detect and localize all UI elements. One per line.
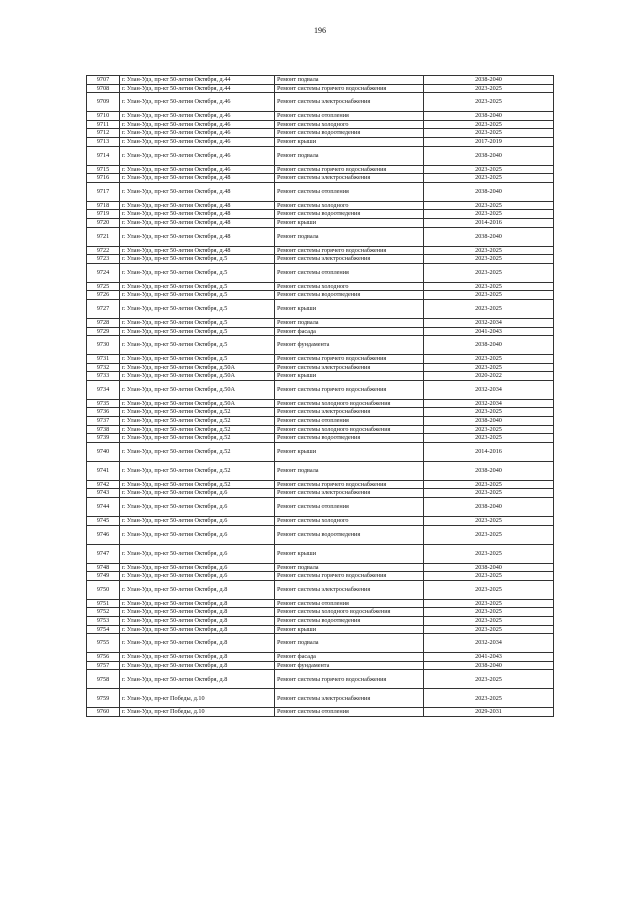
table-row (87, 417, 554, 426)
row-period: 2023-2025 (424, 544, 554, 563)
table-row (87, 201, 554, 210)
row-address: г. Улан-Удэ, пр-кт 50-летия Октября, д.48 (120, 218, 275, 227)
row-work-type: Ремонт системы горячего водоснабжения (275, 670, 424, 689)
row-work-type: Ремонт крыши (275, 137, 424, 146)
row-address: г. Улан-Удэ, пр-кт 50-летия Октября, д.8 (120, 670, 275, 689)
row-work-type: Ремонт системы холодного (275, 517, 424, 526)
row-period: 2023-2025 (424, 263, 554, 282)
row-work-type: Ремонт подвала (275, 146, 424, 165)
row-address: г. Улан-Удэ, пр-кт 50-летия Октября, д.8 (120, 580, 275, 599)
row-number: 9743 (87, 489, 120, 498)
row-period: 2023-2025 (424, 608, 554, 617)
row-number: 9707 (87, 76, 120, 85)
row-period: 2032-2034 (424, 634, 554, 653)
row-number: 9733 (87, 372, 120, 381)
row-period: 2038-2040 (424, 661, 554, 670)
row-address: г. Улан-Удэ, пр-кт 50-летия Октября, д.52 (120, 442, 275, 461)
row-period: 2041-2043 (424, 653, 554, 662)
row-work-type: Ремонт подвала (275, 76, 424, 85)
table-row (87, 399, 554, 408)
row-period: 2023-2025 (424, 165, 554, 174)
row-work-type: Ремонт системы отопления (275, 263, 424, 282)
row-work-type: Ремонт системы горячего водоснабжения (275, 165, 424, 174)
row-period: 2023-2025 (424, 689, 554, 708)
row-work-type: Ремонт системы горячего водоснабжения (275, 246, 424, 255)
row-address: г. Улан-Удэ, пр-кт 50-летия Октября, д.6 (120, 517, 275, 526)
row-work-type: Ремонт подвала (275, 227, 424, 246)
row-number: 9709 (87, 93, 120, 112)
row-work-type: Ремонт крыши (275, 299, 424, 318)
row-address: г. Улан-Удэ, пр-кт 50-летия Октября, д.6 (120, 489, 275, 498)
row-period: 2023-2025 (424, 599, 554, 608)
row-work-type: Ремонт системы электроснабжения (275, 174, 424, 183)
table-row (87, 372, 554, 381)
row-address: г. Улан-Удэ, пр-кт 50-летия Октября, д.8 (120, 661, 275, 670)
row-work-type: Ремонт системы электроснабжения (275, 408, 424, 417)
row-address: г. Улан-Удэ, пр-кт 50-летия Октября, д.5 (120, 299, 275, 318)
row-number: 9730 (87, 336, 120, 355)
row-work-type: Ремонт системы водоотведения (275, 525, 424, 544)
row-address: г. Улан-Удэ, пр-кт 50-летия Октября, д.48 (120, 174, 275, 183)
row-period: 2041-2043 (424, 327, 554, 336)
row-address: г. Улан-Удэ, пр-кт 50-летия Октября, д.6 (120, 544, 275, 563)
row-period: 2023-2025 (424, 625, 554, 634)
row-period: 2038-2040 (424, 336, 554, 355)
row-address: г. Улан-Удэ, пр-кт 50-летия Октября, д.5 (120, 263, 275, 282)
table-row (87, 112, 554, 121)
table-row (87, 182, 554, 201)
row-number: 9735 (87, 399, 120, 408)
row-period: 2038-2040 (424, 182, 554, 201)
row-address: г. Улан-Удэ, пр-кт 50-летия Октября, д.52 (120, 417, 275, 426)
row-address: г. Улан-Удэ, пр-кт 50-летия Октября, д.46 (120, 137, 275, 146)
row-address: г. Улан-Удэ, пр-кт 50-летия Октября, д.44 (120, 84, 275, 93)
row-address: г. Улан-Удэ, пр-кт 50-летия Октября, д.46 (120, 165, 275, 174)
row-number: 9747 (87, 544, 120, 563)
row-address: г. Улан-Удэ, пр-кт 50-летия Октября, д.48 (120, 246, 275, 255)
row-number: 9755 (87, 634, 120, 653)
row-period: 2023-2025 (424, 93, 554, 112)
row-address: г. Улан-Удэ, пр-кт 50-летия Октября, д.52 (120, 408, 275, 417)
row-period: 2038-2040 (424, 563, 554, 572)
row-work-type: Ремонт системы холодного водоснабжения (275, 425, 424, 434)
row-period: 2023-2025 (424, 282, 554, 291)
row-period: 2023-2025 (424, 617, 554, 626)
row-period: 2023-2025 (424, 480, 554, 489)
table-row (87, 434, 554, 443)
row-work-type: Ремонт фундамента (275, 661, 424, 670)
table-row (87, 282, 554, 291)
table-row (87, 408, 554, 417)
row-work-type: Ремонт системы водоотведения (275, 129, 424, 138)
row-work-type: Ремонт крыши (275, 372, 424, 381)
row-period: 2023-2025 (424, 299, 554, 318)
row-work-type: Ремонт системы горячего водоснабжения (275, 355, 424, 364)
row-address: г. Улан-Удэ, пр-кт 50-летия Октября, д.46 (120, 93, 275, 112)
row-number: 9756 (87, 653, 120, 662)
row-period: 2023-2025 (424, 355, 554, 364)
table-row (87, 146, 554, 165)
row-number: 9732 (87, 363, 120, 372)
page-number: 196 (314, 26, 326, 35)
row-number: 9738 (87, 425, 120, 434)
row-number: 9741 (87, 461, 120, 480)
row-work-type: Ремонт крыши (275, 218, 424, 227)
table-row (87, 461, 554, 480)
row-period: 2038-2040 (424, 76, 554, 85)
row-period: 2023-2025 (424, 291, 554, 300)
row-address: г. Улан-Удэ, пр-кт 50-летия Октября, д.5 (120, 318, 275, 327)
row-period: 2038-2040 (424, 112, 554, 121)
row-number: 9721 (87, 227, 120, 246)
row-address: г. Улан-Удэ, пр-кт 50-летия Октября, д.44 (120, 76, 275, 85)
table-row (87, 255, 554, 264)
row-work-type: Ремонт системы горячего водоснабжения (275, 480, 424, 489)
row-address: г. Улан-Удэ, пр-кт 50-летия Октября, д.46 (120, 120, 275, 129)
table-row (87, 363, 554, 372)
row-period: 2023-2025 (424, 174, 554, 183)
row-work-type: Ремонт системы водоотведения (275, 210, 424, 219)
row-period: 2023-2025 (424, 210, 554, 219)
table-row (87, 227, 554, 246)
row-number: 9714 (87, 146, 120, 165)
table-row (87, 708, 554, 717)
row-number: 9727 (87, 299, 120, 318)
table-row (87, 174, 554, 183)
row-work-type: Ремонт системы водоотведения (275, 291, 424, 300)
row-number: 9744 (87, 498, 120, 517)
row-number: 9715 (87, 165, 120, 174)
table-row (87, 625, 554, 634)
row-address: г. Улан-Удэ, пр-кт 50-летия Октября, д.6 (120, 572, 275, 581)
table-row (87, 263, 554, 282)
row-period: 2032-2034 (424, 318, 554, 327)
row-address: г. Улан-Удэ, пр-кт 50-летия Октября, д.52 (120, 480, 275, 489)
registry-table-body (87, 76, 554, 717)
row-number: 9710 (87, 112, 120, 121)
row-address: г. Улан-Удэ, пр-кт 50-летия Октября, д.46 (120, 129, 275, 138)
table-row (87, 608, 554, 617)
registry-table (86, 75, 554, 717)
row-period: 2023-2025 (424, 408, 554, 417)
row-number: 9750 (87, 580, 120, 599)
row-address: г. Улан-Удэ, пр-кт 50-летия Октября, д.6 (120, 563, 275, 572)
table-row (87, 580, 554, 599)
row-work-type: Ремонт подвала (275, 318, 424, 327)
table-row (87, 93, 554, 112)
table-row (87, 617, 554, 626)
row-address: г. Улан-Удэ, пр-кт Победы, д.10 (120, 708, 275, 717)
row-period: 2023-2025 (424, 84, 554, 93)
table-row (87, 480, 554, 489)
row-work-type: Ремонт системы электроснабжения (275, 580, 424, 599)
row-address: г. Улан-Удэ, пр-кт 50-летия Октября, д.48 (120, 182, 275, 201)
row-address: г. Улан-Удэ, пр-кт 50-летия Октября, д.8 (120, 617, 275, 626)
table-row (87, 246, 554, 255)
row-address: г. Улан-Удэ, пр-кт 50-летия Октября, д.5 (120, 291, 275, 300)
row-number: 9753 (87, 617, 120, 626)
table-row (87, 661, 554, 670)
row-number: 9717 (87, 182, 120, 201)
table-row (87, 489, 554, 498)
row-address: г. Улан-Удэ, пр-кт 50-летия Октября, д.6 (120, 498, 275, 517)
row-period: 2032-2034 (424, 399, 554, 408)
row-period: 2023-2025 (424, 425, 554, 434)
table-row (87, 653, 554, 662)
row-work-type: Ремонт крыши (275, 625, 424, 634)
row-number: 9749 (87, 572, 120, 581)
table-row (87, 572, 554, 581)
row-period: 2023-2025 (424, 434, 554, 443)
row-work-type: Ремонт системы электроснабжения (275, 489, 424, 498)
row-work-type: Ремонт системы холодного водоснабжения (275, 608, 424, 617)
row-number: 9737 (87, 417, 120, 426)
table-row (87, 165, 554, 174)
row-period: 2023-2025 (424, 525, 554, 544)
row-number: 9752 (87, 608, 120, 617)
row-address: г. Улан-Удэ, пр-кт Победы, д.10 (120, 689, 275, 708)
row-work-type: Ремонт фундамента (275, 336, 424, 355)
row-number: 9708 (87, 84, 120, 93)
row-work-type: Ремонт системы холодного (275, 120, 424, 129)
table-row (87, 318, 554, 327)
row-number: 9758 (87, 670, 120, 689)
table-row (87, 299, 554, 318)
row-work-type: Ремонт подвала (275, 461, 424, 480)
row-address: г. Улан-Удэ, пр-кт 50-летия Октября, д.50А (120, 399, 275, 408)
table-row (87, 599, 554, 608)
row-work-type: Ремонт системы электроснабжения (275, 363, 424, 372)
row-address: г. Улан-Удэ, пр-кт 50-летия Октября, д.5 (120, 282, 275, 291)
row-address: г. Улан-Удэ, пр-кт 50-летия Октября, д.50А (120, 372, 275, 381)
row-address: г. Улан-Удэ, пр-кт 50-летия Октября, д.46 (120, 112, 275, 121)
row-number: 9757 (87, 661, 120, 670)
row-address: г. Улан-Удэ, пр-кт 50-летия Октября, д.8 (120, 653, 275, 662)
row-address: г. Улан-Удэ, пр-кт 50-летия Октября, д.8 (120, 625, 275, 634)
row-period: 2023-2025 (424, 129, 554, 138)
row-work-type: Ремонт крыши (275, 442, 424, 461)
row-number: 9734 (87, 380, 120, 399)
table-row (87, 291, 554, 300)
row-number: 9720 (87, 218, 120, 227)
row-number: 9760 (87, 708, 120, 717)
row-number: 9745 (87, 517, 120, 526)
row-address: г. Улан-Удэ, пр-кт 50-летия Октября, д.52 (120, 434, 275, 443)
row-work-type: Ремонт фасада (275, 327, 424, 336)
table-row (87, 327, 554, 336)
row-period: 2038-2040 (424, 498, 554, 517)
table-row (87, 544, 554, 563)
row-work-type: Ремонт системы отопления (275, 599, 424, 608)
table-row (87, 76, 554, 85)
row-number: 9731 (87, 355, 120, 364)
table-row (87, 137, 554, 146)
table-row (87, 563, 554, 572)
row-period: 2038-2040 (424, 146, 554, 165)
row-number: 9746 (87, 525, 120, 544)
row-work-type: Ремонт системы электроснабжения (275, 93, 424, 112)
table-row (87, 218, 554, 227)
row-address: г. Улан-Удэ, пр-кт 50-летия Октября, д.8 (120, 599, 275, 608)
row-number: 9759 (87, 689, 120, 708)
row-address: г. Улан-Удэ, пр-кт 50-летия Октября, д.8 (120, 608, 275, 617)
row-address: г. Улан-Удэ, пр-кт 50-летия Октября, д.50А (120, 363, 275, 372)
row-number: 9736 (87, 408, 120, 417)
row-number: 9754 (87, 625, 120, 634)
row-work-type: Ремонт системы горячего водоснабжения (275, 572, 424, 581)
row-work-type: Ремонт системы водоотведения (275, 617, 424, 626)
row-period: 2014-2016 (424, 218, 554, 227)
row-work-type: Ремонт системы отопления (275, 112, 424, 121)
table-row (87, 84, 554, 93)
row-work-type: Ремонт системы водоотведения (275, 434, 424, 443)
row-number: 9751 (87, 599, 120, 608)
table-row (87, 634, 554, 653)
row-period: 2023-2025 (424, 517, 554, 526)
row-work-type: Ремонт крыши (275, 544, 424, 563)
row-address: г. Улан-Удэ, пр-кт 50-летия Октября, д.48 (120, 210, 275, 219)
row-number: 9728 (87, 318, 120, 327)
row-number: 9713 (87, 137, 120, 146)
table-row (87, 442, 554, 461)
row-address: г. Улан-Удэ, пр-кт 50-летия Октября, д.8 (120, 634, 275, 653)
row-period: 2023-2025 (424, 246, 554, 255)
table-row (87, 210, 554, 219)
row-address: г. Улан-Удэ, пр-кт 50-летия Октября, д.50А (120, 380, 275, 399)
row-period: 2038-2040 (424, 417, 554, 426)
table-row (87, 380, 554, 399)
row-address: г. Улан-Удэ, пр-кт 50-летия Октября, д.6 (120, 525, 275, 544)
row-work-type: Ремонт системы горячего водоснабжения (275, 84, 424, 93)
row-number: 9740 (87, 442, 120, 461)
table-row (87, 120, 554, 129)
row-work-type: Ремонт подвала (275, 634, 424, 653)
table-row (87, 525, 554, 544)
row-number: 9711 (87, 120, 120, 129)
row-address: г. Улан-Удэ, пр-кт 50-летия Октября, д.52 (120, 461, 275, 480)
row-period: 2020-2022 (424, 372, 554, 381)
row-address: г. Улан-Удэ, пр-кт 50-летия Октября, д.5 (120, 327, 275, 336)
table-row (87, 336, 554, 355)
row-address: г. Улан-Удэ, пр-кт 50-летия Октября, д.5 (120, 336, 275, 355)
table-row (87, 689, 554, 708)
row-work-type: Ремонт системы отопления (275, 708, 424, 717)
row-number: 9726 (87, 291, 120, 300)
row-address: г. Улан-Удэ, пр-кт 50-летия Октября, д.48 (120, 201, 275, 210)
row-period: 2038-2040 (424, 461, 554, 480)
row-work-type: Ремонт подвала (275, 563, 424, 572)
row-number: 9716 (87, 174, 120, 183)
row-period: 2023-2025 (424, 363, 554, 372)
row-number: 9725 (87, 282, 120, 291)
row-address: г. Улан-Удэ, пр-кт 50-летия Октября, д.52 (120, 425, 275, 434)
row-address: г. Улан-Удэ, пр-кт 50-летия Октября, д.46 (120, 146, 275, 165)
row-address: г. Улан-Удэ, пр-кт 50-летия Октября, д.5 (120, 255, 275, 264)
row-period: 2023-2025 (424, 201, 554, 210)
row-period: 2023-2025 (424, 670, 554, 689)
table-row (87, 425, 554, 434)
row-work-type: Ремонт системы холодного (275, 282, 424, 291)
row-period: 2023-2025 (424, 255, 554, 264)
row-period: 2023-2025 (424, 580, 554, 599)
row-number: 9748 (87, 563, 120, 572)
row-period: 2032-2034 (424, 380, 554, 399)
row-work-type: Ремонт системы холодного (275, 201, 424, 210)
row-number: 9729 (87, 327, 120, 336)
row-address: г. Улан-Удэ, пр-кт 50-летия Октября, д.5 (120, 355, 275, 364)
table-row (87, 129, 554, 138)
table-row (87, 498, 554, 517)
row-number: 9719 (87, 210, 120, 219)
row-number: 9718 (87, 201, 120, 210)
row-period: 2038-2040 (424, 227, 554, 246)
row-number: 9742 (87, 480, 120, 489)
row-period: 2017-2019 (424, 137, 554, 146)
row-period: 2023-2025 (424, 489, 554, 498)
table-row (87, 670, 554, 689)
table-row (87, 517, 554, 526)
row-work-type: Ремонт системы горячего водоснабжения (275, 380, 424, 399)
row-number: 9724 (87, 263, 120, 282)
row-work-type: Ремонт системы отопления (275, 182, 424, 201)
row-work-type: Ремонт фасада (275, 653, 424, 662)
row-period: 2029-2031 (424, 708, 554, 717)
row-work-type: Ремонт системы электроснабжения (275, 689, 424, 708)
row-work-type: Ремонт системы отопления (275, 417, 424, 426)
row-number: 9712 (87, 129, 120, 138)
row-number: 9739 (87, 434, 120, 443)
row-work-type: Ремонт системы отопления (275, 498, 424, 517)
row-address: г. Улан-Удэ, пр-кт 50-летия Октября, д.48 (120, 227, 275, 246)
row-work-type: Ремонт системы холодного водоснабжения (275, 399, 424, 408)
table-row (87, 355, 554, 364)
row-period: 2023-2025 (424, 572, 554, 581)
row-period: 2014-2016 (424, 442, 554, 461)
row-number: 9723 (87, 255, 120, 264)
row-work-type: Ремонт системы электроснабжения (275, 255, 424, 264)
row-number: 9722 (87, 246, 120, 255)
row-period: 2023-2025 (424, 120, 554, 129)
